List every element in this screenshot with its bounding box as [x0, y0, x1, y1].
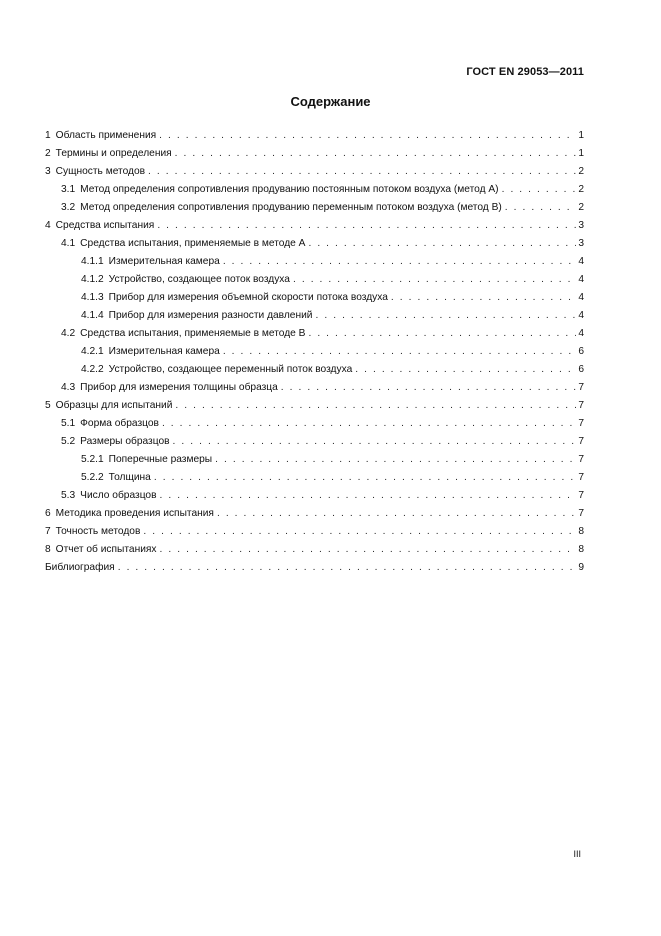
- toc-entry[interactable]: [43, 520, 584, 538]
- toc-entry-number: 4.1.3: [81, 292, 104, 303]
- dot-leader: [160, 544, 577, 556]
- toc-entry-label: Устройство, создающее переменный поток воздуха: [108, 364, 353, 375]
- dot-leader: [391, 292, 576, 304]
- dot-leader: [173, 436, 577, 448]
- toc-entry-number: 4: [45, 220, 51, 231]
- toc-entry-number: 3: [45, 166, 51, 177]
- toc-entry-number: 5.2: [61, 436, 76, 447]
- toc-entry-label: Измерительная камера: [108, 346, 220, 357]
- toc-entry[interactable]: [43, 268, 584, 286]
- toc-entry[interactable]: [43, 250, 584, 268]
- toc-entry-label: Метод определения сопротивления продуванию постоянным потоком воздуха (метод А): [80, 184, 499, 195]
- toc-entry[interactable]: [43, 538, 584, 556]
- toc-entry-number: 4.2.1: [81, 346, 104, 357]
- toc-entry[interactable]: [43, 304, 584, 322]
- document-code: ГОСТ EN 29053—2011: [466, 66, 584, 78]
- toc-entry[interactable]: [43, 124, 584, 142]
- toc-entry-label: Форма образцов: [80, 418, 159, 429]
- toc-entry-number: 6: [45, 508, 51, 519]
- toc-entry-number: 7: [45, 526, 51, 537]
- toc-entry-page: 7: [578, 382, 584, 393]
- toc-entry-page: 4: [578, 328, 584, 339]
- toc-entry-page: 7: [578, 418, 584, 429]
- dot-leader: [223, 346, 577, 358]
- toc-entry[interactable]: [43, 214, 584, 232]
- toc-entry-number: 3.2: [61, 202, 76, 213]
- toc-entry-number: 2: [45, 148, 51, 159]
- toc-entry-label: Средства испытания, применяемые в методе А: [80, 238, 306, 249]
- toc-entry-number: 3.1: [61, 184, 76, 195]
- toc-entry-page: 2: [578, 202, 584, 213]
- toc-entry-label: Устройство, создающее поток воздуха: [108, 274, 290, 285]
- toc-entry-number: 4.2: [61, 328, 76, 339]
- toc-entry[interactable]: [43, 142, 584, 160]
- toc-entry-page: 1: [578, 148, 584, 159]
- toc-entry-label: Термины и определения: [55, 148, 172, 159]
- dot-leader: [293, 274, 576, 286]
- toc-entry[interactable]: [43, 556, 584, 574]
- table-of-contents: [43, 124, 584, 574]
- dot-leader: [143, 526, 576, 538]
- page-title: Содержание: [290, 94, 371, 109]
- toc-entry-page: 9: [578, 562, 584, 573]
- toc-entry-page: 2: [578, 166, 584, 177]
- toc-entry-number: 4.1.4: [81, 310, 104, 321]
- toc-entry-page: 7: [578, 454, 584, 465]
- dot-leader: [308, 328, 576, 340]
- toc-entry-page: 4: [578, 292, 584, 303]
- toc-entry-page: 3: [578, 220, 584, 231]
- toc-entry[interactable]: [43, 340, 584, 358]
- toc-entry[interactable]: [43, 466, 584, 484]
- toc-entry-page: 2: [578, 184, 584, 195]
- toc-entry-page: 8: [578, 544, 584, 555]
- toc-entry-number: 4.1: [61, 238, 76, 249]
- dot-leader: [175, 400, 576, 412]
- toc-entry-number: 8: [45, 544, 51, 555]
- dot-leader: [162, 418, 576, 430]
- toc-entry[interactable]: [43, 448, 584, 466]
- toc-entry-number: 1: [45, 130, 51, 141]
- toc-entry[interactable]: [43, 358, 584, 376]
- dot-leader: [355, 364, 576, 376]
- toc-entry-label: Измерительная камера: [108, 256, 220, 267]
- toc-entry-page: 1: [578, 130, 584, 141]
- toc-entry-label: Библиография: [45, 562, 115, 573]
- toc-entry-page: 6: [578, 346, 584, 357]
- toc-entry[interactable]: [43, 376, 584, 394]
- toc-entry-page: 7: [578, 508, 584, 519]
- dot-leader: [175, 148, 577, 160]
- dot-leader: [505, 202, 577, 214]
- toc-entry[interactable]: [43, 430, 584, 448]
- toc-entry-page: 7: [578, 400, 584, 411]
- toc-entry-label: Число образцов: [80, 490, 157, 501]
- toc-entry-label: Область применения: [55, 130, 157, 141]
- toc-entry-label: Методика проведения испытания: [55, 508, 214, 519]
- dot-leader: [159, 130, 576, 142]
- toc-entry[interactable]: [43, 178, 584, 196]
- dot-leader: [118, 562, 577, 574]
- toc-entry-number: 5.2.2: [81, 472, 104, 483]
- toc-entry-label: Поперечные размеры: [108, 454, 213, 465]
- toc-entry[interactable]: [43, 484, 584, 502]
- toc-entry-number: 4.1.2: [81, 274, 104, 285]
- toc-entry-page: 4: [578, 256, 584, 267]
- toc-entry-page: 4: [578, 274, 584, 285]
- dot-leader: [315, 310, 576, 322]
- toc-entry-number: 5.2.1: [81, 454, 104, 465]
- toc-entry-number: 5: [45, 400, 51, 411]
- dot-leader: [215, 454, 576, 466]
- toc-entry-number: 4.2.2: [81, 364, 104, 375]
- toc-entry-label: Средства испытания, применяемые в методе В: [80, 328, 306, 339]
- toc-entry[interactable]: [43, 412, 584, 430]
- toc-entry[interactable]: [43, 322, 584, 340]
- toc-entry-label: Точность методов: [55, 526, 141, 537]
- toc-entry-label: Метод определения сопротивления продуванию переменным потоком воздуха (метод В): [80, 202, 502, 213]
- dot-leader: [308, 238, 576, 250]
- dot-leader: [157, 220, 576, 232]
- dot-leader: [217, 508, 576, 520]
- toc-entry-page: 6: [578, 364, 584, 375]
- toc-entry-number: 4.1.1: [81, 256, 104, 267]
- toc-entry-label: Сущность методов: [55, 166, 146, 177]
- dot-leader: [502, 184, 577, 196]
- toc-entry-number: 5.1: [61, 418, 76, 429]
- dot-leader: [160, 490, 577, 502]
- toc-entry-label: Прибор для измерения толщины образца: [80, 382, 278, 393]
- toc-entry-label: Прибор для измерения объемной скорости потока воздуха: [108, 292, 388, 303]
- toc-entry-page: 4: [578, 310, 584, 321]
- toc-entry[interactable]: [43, 196, 584, 214]
- toc-entry[interactable]: [43, 232, 584, 250]
- toc-entry-label: Отчет об испытаниях: [55, 544, 157, 555]
- toc-entry-label: Прибор для измерения разности давлений: [108, 310, 313, 321]
- toc-entry-page: 7: [578, 490, 584, 501]
- page-number: III: [573, 849, 581, 859]
- toc-entry-label: Толщина: [108, 472, 151, 483]
- toc-entry[interactable]: [43, 394, 584, 412]
- dot-leader: [281, 382, 577, 394]
- toc-entry[interactable]: [43, 160, 584, 178]
- toc-entry-number: 4.3: [61, 382, 76, 393]
- toc-entry-page: 8: [578, 526, 584, 537]
- toc-entry-page: 7: [578, 436, 584, 447]
- toc-entry[interactable]: [43, 286, 584, 304]
- toc-entry-number: 5.3: [61, 490, 76, 501]
- toc-entry-label: Образцы для испытаний: [55, 400, 173, 411]
- toc-entry-page: 7: [578, 472, 584, 483]
- dot-leader: [154, 472, 576, 484]
- dot-leader: [223, 256, 577, 268]
- dot-leader: [148, 166, 576, 178]
- toc-entry-label: Средства испытания: [55, 220, 155, 231]
- toc-entry-label: Размеры образцов: [80, 436, 170, 447]
- toc-entry-page: 3: [578, 238, 584, 249]
- toc-entry[interactable]: [43, 502, 584, 520]
